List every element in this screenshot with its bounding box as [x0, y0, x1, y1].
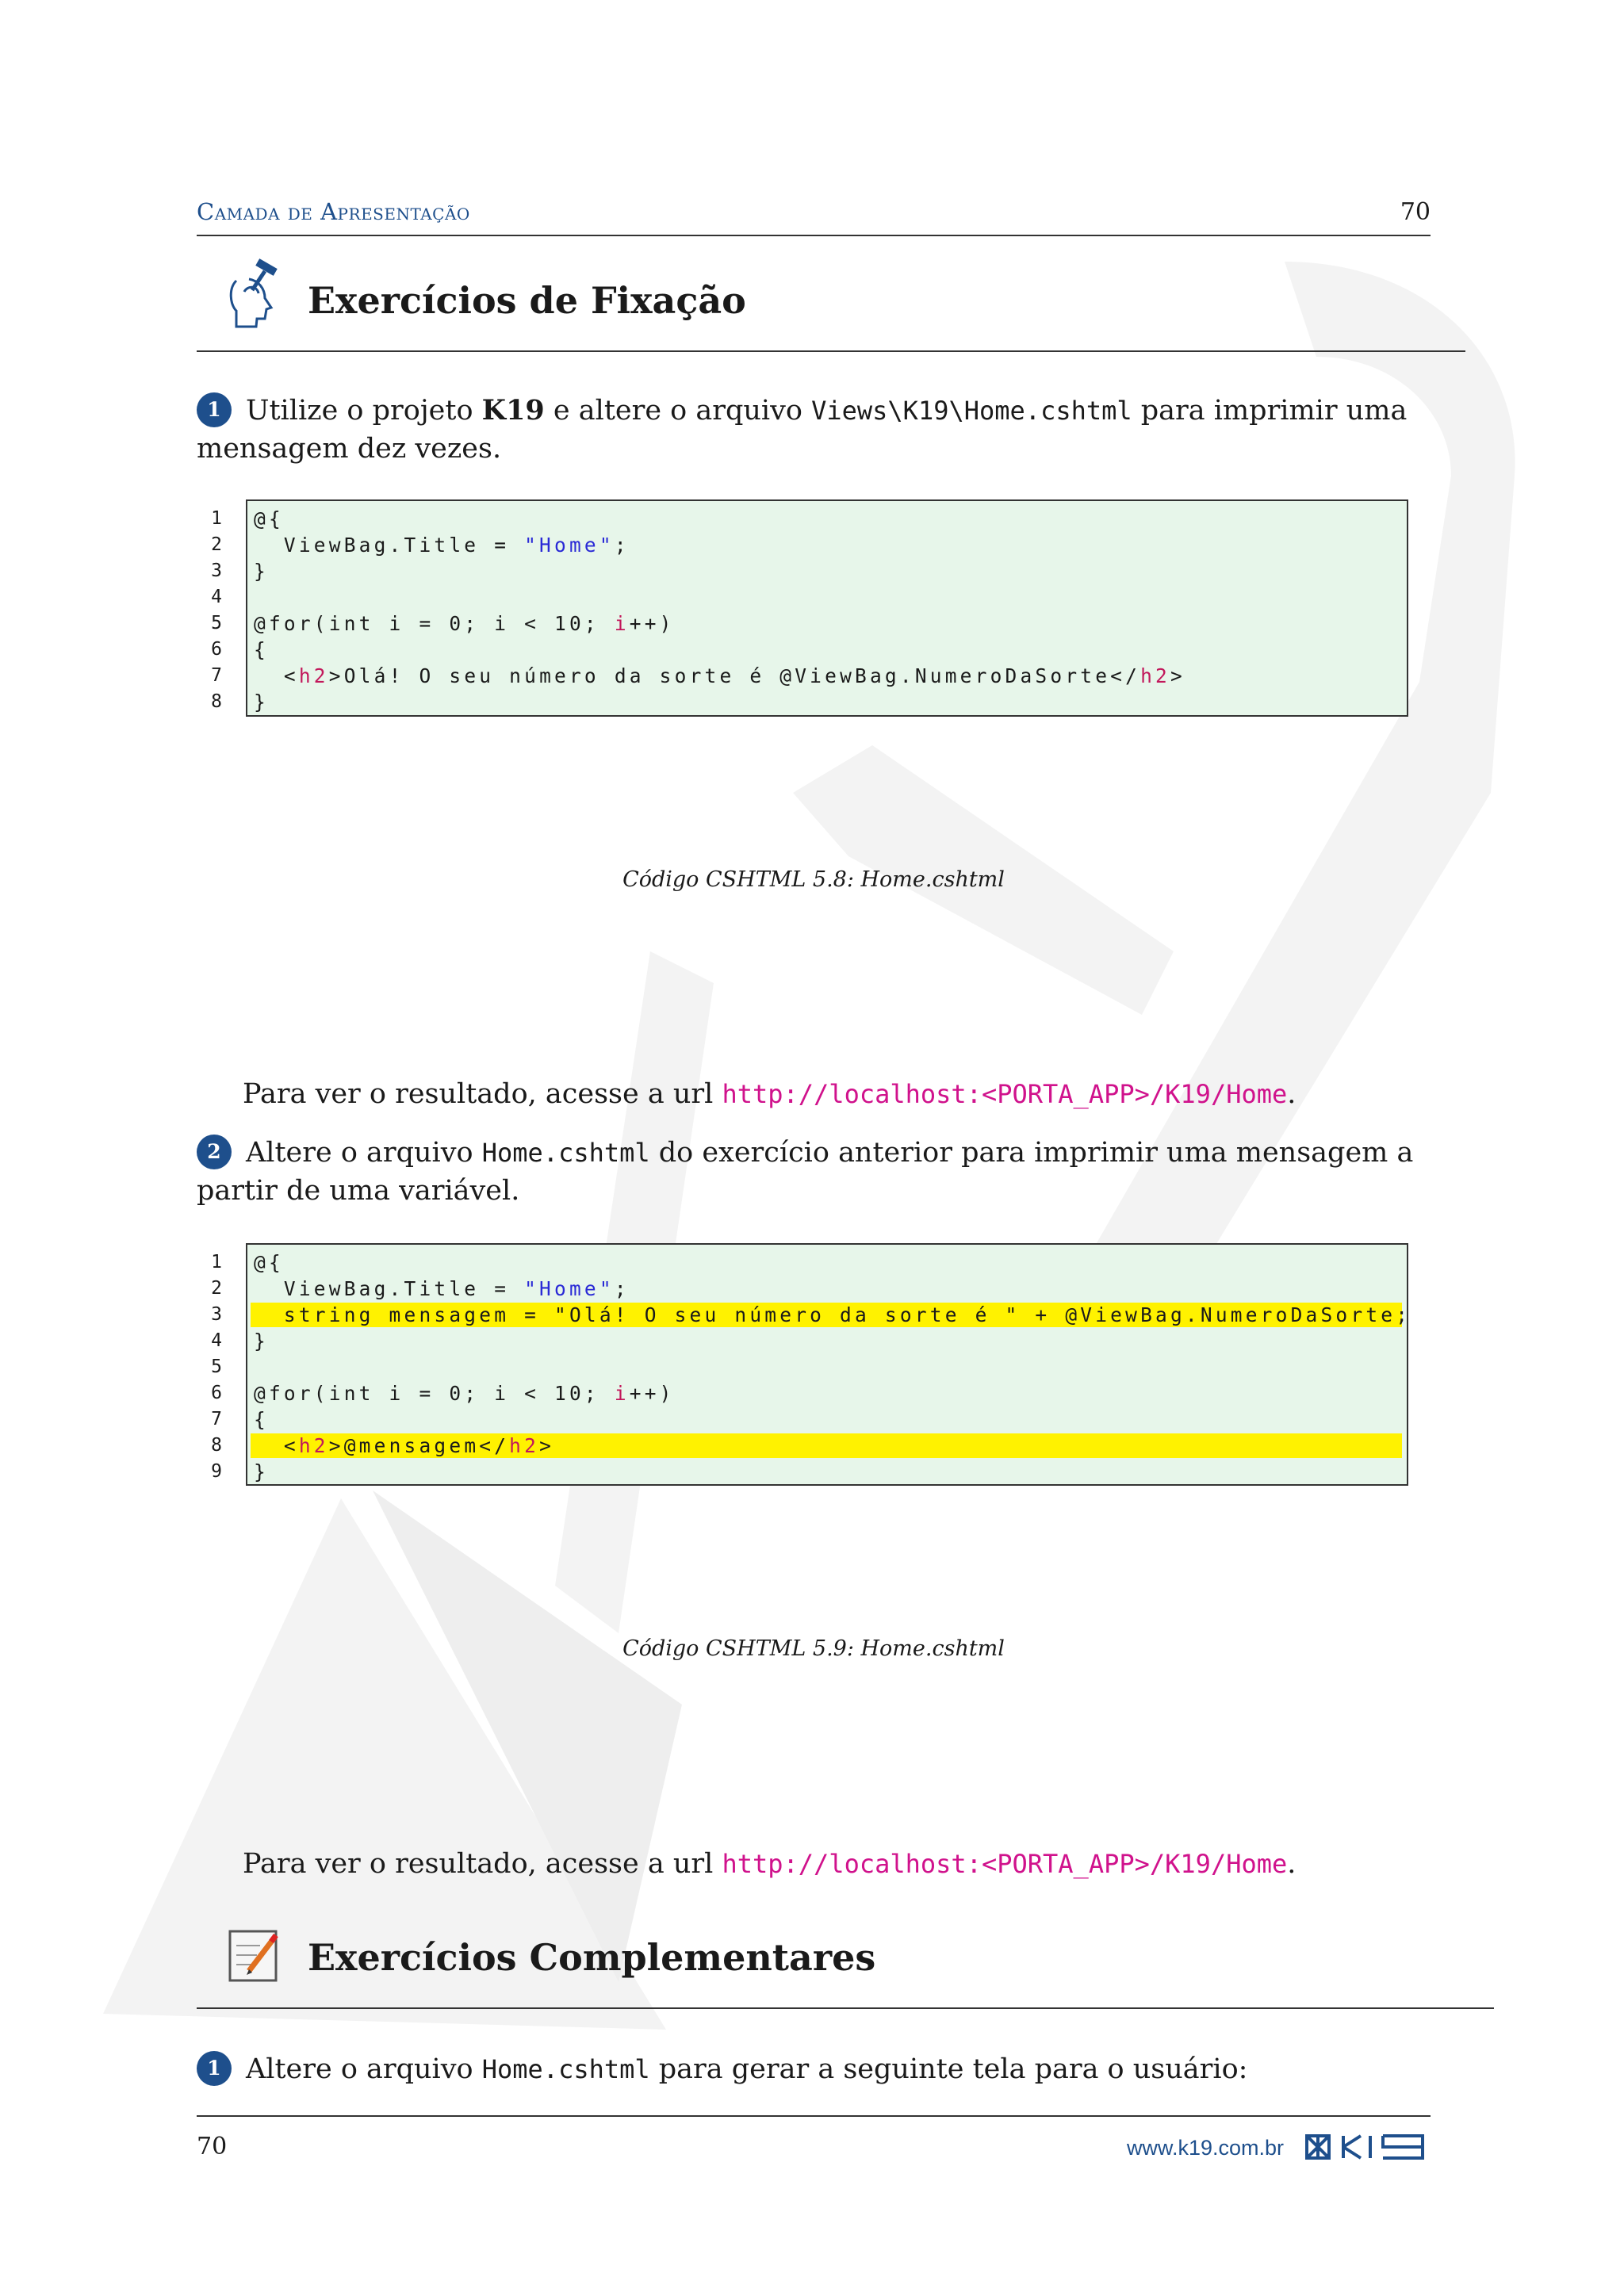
line-number: 7	[211, 665, 222, 686]
code-line	[247, 506, 1407, 532]
file-path: Views\K19\Home.cshtml	[811, 396, 1132, 426]
k19-logo	[1304, 2130, 1431, 2164]
header-page-number: 70	[1400, 198, 1431, 226]
result-1-text: Para ver o resultado, acesse a url http://localhost:<PORTA_APP>/K19/Home.	[243, 1078, 1297, 1110]
section-title: Exercícios de Fixação	[308, 279, 746, 322]
chapter-title: Camada de Apresentação	[197, 198, 470, 225]
line-number: 5	[211, 1357, 222, 1377]
code-line-text: @for(int i = 0; i < 10; i++)	[254, 612, 675, 635]
file-name: Home.cshtml	[481, 2054, 650, 2084]
notepad-pencil-icon	[213, 1914, 292, 1993]
code-line-text: }	[254, 1330, 269, 1353]
code-line	[247, 1328, 1407, 1354]
code-caption-1: Código CSHTML 5.8: Home.cshtml	[622, 867, 1005, 892]
code-line-text: {	[254, 1408, 269, 1431]
line-number: 3	[211, 1304, 222, 1325]
code-line	[247, 1406, 1407, 1433]
project-name: K19	[481, 394, 545, 427]
exercise-number-badge: 1	[197, 392, 232, 427]
page-footer	[197, 2115, 1431, 2180]
exercise-number-badge: 1	[197, 2051, 232, 2086]
line-number: 3	[211, 561, 222, 581]
exercise-2-text: 2 Altere o arquivo Home.cshtml do exercício anterior para imprimir uma mensagem a partir de uma variável.	[197, 1134, 1431, 1210]
code-line	[247, 689, 1407, 715]
code-line-text: }	[254, 560, 269, 583]
code-line-text: }	[254, 691, 269, 714]
section-title: Exercícios Complementares	[308, 1936, 876, 1979]
line-number: 9	[211, 1461, 222, 1482]
code-line	[247, 663, 1407, 689]
code-line	[247, 558, 1407, 584]
section-exercicios-fixacao	[197, 247, 1465, 352]
result-url-2[interactable]: http://localhost:<PORTA_APP>/K19/Home	[722, 1849, 1288, 1879]
code-line-text: <h2>Olá! O seu número da sorte é @ViewBag.NumeroDaSorte</h2>	[254, 664, 1185, 687]
line-number: 6	[211, 1383, 222, 1403]
line-number: 4	[211, 587, 222, 607]
code-line-text: string mensagem = "Olá! O seu número da sorte é " + @ViewBag.NumeroDaSorte;	[254, 1303, 1411, 1326]
line-number: 4	[211, 1330, 222, 1351]
code-line	[247, 1354, 1407, 1380]
code-block-2	[246, 1243, 1411, 1486]
code-line-text: @{	[254, 507, 284, 530]
running-header	[197, 198, 1431, 236]
exercise-1-text: 1 Utilize o projeto K19 e altere o arquivo Views\K19\Home.cshtml para imprimir uma mensagem dez vezes.	[197, 392, 1431, 468]
complementar-1-text: 1 Altere o arquivo Home.cshtml para gerar a seguinte tela para o usuário:	[197, 2050, 1431, 2088]
line-number: 8	[211, 691, 222, 712]
code-line	[247, 1302, 1411, 1328]
code-line-text: {	[254, 638, 269, 661]
line-number: 2	[211, 534, 222, 555]
code-line-text: <h2>@mensagem</h2>	[254, 1434, 555, 1457]
section-exercicios-complementares	[197, 1904, 1494, 2009]
line-number: 8	[211, 1435, 222, 1456]
line-number: 2	[211, 1278, 222, 1299]
code-line	[247, 1433, 1407, 1459]
exercise-number-badge: 2	[197, 1135, 232, 1169]
code-line-text: ViewBag.Title = "Home";	[254, 534, 630, 557]
footer-site-link[interactable]: www.k19.com.br	[1126, 2136, 1284, 2160]
line-number: 7	[211, 1409, 222, 1429]
footer-page-number: 70	[197, 2133, 228, 2160]
result-2-text: Para ver o resultado, acesse a url http://localhost:<PORTA_APP>/K19/Home.	[243, 1848, 1297, 1880]
code-line-text: @for(int i = 0; i < 10; i++)	[254, 1382, 675, 1405]
code-line-text: ViewBag.Title = "Home";	[254, 1277, 630, 1300]
code-line	[247, 637, 1407, 663]
code-line	[247, 610, 1407, 637]
code-line	[247, 584, 1407, 610]
code-line-text: @{	[254, 1251, 284, 1274]
code-line	[247, 1276, 1407, 1302]
head-hammer-icon	[213, 257, 292, 336]
line-number: 6	[211, 639, 222, 660]
code-line	[247, 1459, 1407, 1485]
line-number: 1	[211, 508, 222, 529]
code-line	[247, 1249, 1407, 1276]
file-name: Home.cshtml	[481, 1138, 650, 1168]
code-caption-2: Código CSHTML 5.9: Home.cshtml	[622, 1636, 1005, 1661]
code-line	[247, 1380, 1407, 1406]
line-number: 1	[211, 1252, 222, 1272]
code-line	[247, 532, 1407, 558]
code-line-text: }	[254, 1460, 269, 1483]
result-url-1[interactable]: http://localhost:<PORTA_APP>/K19/Home	[722, 1079, 1288, 1109]
code-block-1	[246, 499, 1408, 717]
line-number: 5	[211, 613, 222, 633]
